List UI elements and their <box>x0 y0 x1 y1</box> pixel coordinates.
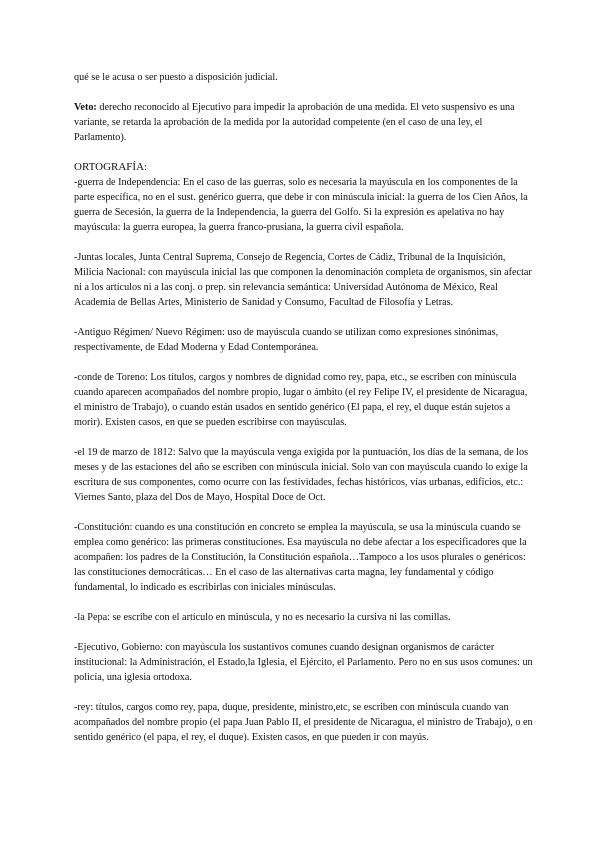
paragraph-guerra: -guerra de Independencia: En el caso de las guerras, solo es necesaria la mayúscula en los componentes de la parte específica, no en el sust. genérico guerra, que debe ir con minúscula inicial: la guerra de los Cien Años, la guerra de Secesión, la guerra de la Independencia, la guerra del Golfo. Si la expresión es apelativa no hay mayúscula: la guerra europea, la guerra franco-prusiana, la guerra civil española. <box>74 177 528 233</box>
paragraph-constitucion: -Constitución: cuando es una constitución en concreto se emplea la mayúscula, se usa la minúscula cuando se emplea como genérico: las primeras constituciones. Esa mayúscula no debe afectar a los especificadores que la acompañen: los padres de la Constitución, la Constitución española…Tampoco a los usos plurales o genéricos: las constituciones democráticas… En el caso de las alternativas carta magna, ley fundamental y código fundamental, lo indicado es escribirlas con iniciales minúsculas. <box>74 522 527 593</box>
paragraph-rey: -rey: títulos, cargos como rey, papa, duque, presidente, ministro,etc, se escriben con minúscula cuando van acompañados del nombre propio (el papa Juan Pablo II, el presidente de Nicaragua, el ministro de Trabajo), o en sentido genérico (el papa, el rey, el duque). Existen casos, en que pueden ir con mayús. <box>74 702 533 743</box>
veto-definition: derecho reconocido al Ejecutivo para impedir la aprobación de una medida. El veto suspensivo es una variante, se retarda la aprobación de la medida por la autoridad competente (en el caso de una ley, el Parlamento). <box>74 102 515 143</box>
paragraph-intro: qué se le acusa o ser puesto a disposición judicial. <box>74 72 278 83</box>
paragraph-marzo: -el 19 de marzo de 1812: Salvo que la mayúscula venga exigida por la puntuación, los días de la semana, de los meses y de las estaciones del año se escriben con minúscula inicial. Solo van con mayúscula cuando lo exige la escritura de sus componentes, como ocurre con las festividades, fechas históricos, vías urbanas, edificios, etc.: Viernes Santo, plaza del Dos de Mayo, Hospital Doce de Oct. <box>74 447 529 503</box>
ortografia-heading: ORTOGRAFÍA: <box>74 161 148 173</box>
paragraph-regimen: -Antiguo Régimen/ Nuevo Régimen: uso de mayúscula cuando se utilizan como expresiones sinónimas, respectivamente, de Edad Moderna y Edad Contemporánea. <box>74 327 499 353</box>
paragraph-veto <box>74 100 534 145</box>
paragraph-conde: -conde de Toreno: Los títulos, cargos y nombres de dignidad como rey, papa, etc., se escriben con minúscula cuando aparecen acompañados del nombre propio, lugar o ámbito (el rey Felipe IV, el presidente de Nicaragua, el ministro de Trabajo), o cuando están usados en sentido genérico (El papa, el rey, el duque están sujetos a morir). Existen casos, en que se pueden escribirse con mayúsculas. <box>74 372 528 428</box>
veto-term: Veto: <box>74 102 97 113</box>
paragraph-ejecutivo: -Ejecutivo, Gobierno: con mayúscula los sustantivos comunes cuando designan organismos de carácter institucional: la Administración, el Estado,la Iglesia, el Ejército, el Parlamento. Pero no en sus usos comunes: un policía, una iglesia ortodoxa. <box>74 642 533 683</box>
document-body <box>74 70 534 745</box>
paragraph-pepa: -la Pepa: se escribe con el artículo en minúscula, y no es necesario la cursiva ni las comillas. <box>74 612 451 623</box>
paragraph-juntas: -Juntas locales, Junta Central Suprema, Consejo de Regencia, Cortes de Cádiz, Tribunal de la Inquisición, Milicia Nacional: con mayúscula inicial las que componen la denominación completa de organismos, sin afectar ni a los artículos ni a las conj. o prep. sin relevancia semántica: Universidad Autónoma de México, Real Academia de Bellas Artes, Ministerio de Sanidad y Consumo, Facultad de Filosofía y Letras. <box>74 252 532 308</box>
